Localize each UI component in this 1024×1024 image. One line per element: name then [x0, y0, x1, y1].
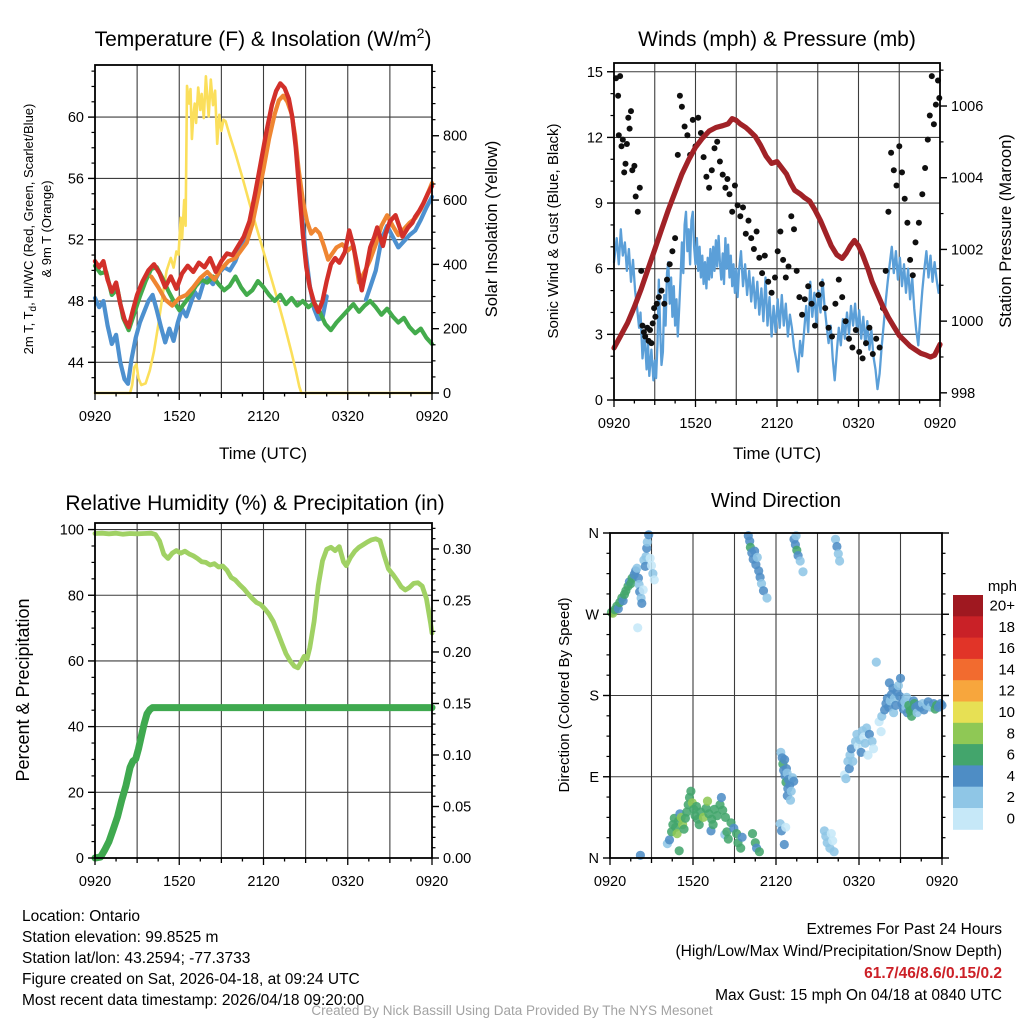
speed-colorbar	[953, 578, 1017, 830]
series-wind-gusts	[613, 73, 942, 361]
x-axis-label: Time (UTC)	[218, 444, 308, 463]
y-tick-label: 12	[586, 130, 603, 147]
y-tick-label-right: 0.30	[443, 541, 472, 558]
x-tick-label: 0920	[415, 409, 449, 425]
x-tick-label: 1520	[163, 874, 196, 890]
y-tick-label-right: 1004	[951, 170, 984, 187]
credit-line: Created By Nick Bassill Using Data Provided By The NYS Mesonet	[311, 1003, 713, 1018]
x-axis-label: Time (UTC)	[732, 444, 822, 463]
y-tick-label: 15	[586, 64, 603, 81]
y-tick-label-right: 0.15	[443, 696, 472, 713]
x-tick-label: 0920	[415, 874, 449, 890]
y-tick-label: N	[588, 526, 599, 542]
colorbar-label: 8	[1006, 725, 1015, 743]
colorbar-label: 18	[998, 618, 1015, 636]
x-tick-label: 0320	[842, 416, 875, 432]
x-tick-label: 0920	[78, 409, 112, 425]
y-axis-label-left: Percent & Precipitation	[13, 598, 33, 782]
y-tick-label: 60	[67, 110, 84, 127]
y-tick-label-right: 800	[443, 128, 468, 145]
colorbar-label: 16	[998, 640, 1015, 658]
y-tick-label-right: 1000	[951, 314, 984, 331]
winds-pressure-chart	[512, 0, 1024, 472]
extremes-subtitle: (High/Low/Max Wind/Precipitation/Snow Depth)	[675, 943, 1002, 960]
wind-direction-chart	[512, 480, 1024, 914]
x-tick-label: 2120	[247, 409, 280, 425]
x-tick-label: 0920	[597, 416, 631, 432]
y-axis-label-left: 2m T, $T_d$, HI/WC (Red, Green, Scarlet/Blue)	[21, 103, 39, 355]
colorbar-label: 6	[1006, 746, 1015, 764]
y-tick-label: 40	[67, 719, 84, 736]
station-elevation: Station elevation: 99.8525 m	[22, 929, 219, 946]
y-tick-label-right: 0	[443, 386, 452, 402]
y-tick-label: 6	[594, 261, 603, 278]
data-timestamp: Most recent data timestamp: 2026/04/18 09:20:00	[22, 992, 365, 1009]
colorbar-label: 2	[1006, 789, 1015, 807]
x-tick-label: 0320	[331, 874, 364, 890]
x-tick-label: 0920	[923, 416, 957, 432]
chart-title: Wind Direction	[710, 490, 842, 512]
y-tick-label: 20	[67, 785, 84, 802]
humidity-precipitation-chart	[0, 480, 512, 914]
extremes-title: Extremes For Past 24 Hours	[806, 921, 1002, 938]
extremes-info	[676, 919, 1003, 1007]
chart-title: Winds (mph) & Pressure (mb)	[638, 28, 916, 51]
y-tick-label: S	[589, 688, 599, 705]
y-tick-label: 44	[67, 355, 84, 372]
y-axis-label-right: Solar Insolation (Yellow)	[483, 140, 501, 318]
y-tick-label-right: 0.25	[443, 593, 472, 610]
x-tick-label: 0920	[78, 874, 112, 890]
x-tick-label: 1520	[679, 416, 712, 432]
y-tick-label: 0	[594, 393, 603, 409]
colorbar-label: 14	[998, 661, 1015, 679]
y-tick-label-right: 998	[951, 385, 976, 402]
y-tick-label: 52	[67, 232, 84, 249]
temperature-insolation-chart	[0, 0, 512, 472]
y-tick-label-right: 1006	[951, 99, 984, 116]
station-latlon: Station lat/lon: 43.2594; -77.3733	[22, 950, 251, 967]
colorbar-label: 0	[1006, 810, 1015, 828]
x-tick-label: 2120	[760, 416, 794, 432]
x-tick-label: 0320	[842, 874, 876, 890]
max-gust: Max Gust: 15 mph On 04/18 at 0840 UTC	[715, 987, 1002, 1004]
y-tick-label-right: 200	[443, 321, 468, 338]
y-axis-label-right: Station Pressure (Maroon)	[997, 134, 1015, 328]
y-tick-label: 0	[75, 851, 84, 867]
y-tick-label: 3	[594, 327, 603, 344]
chart-title: Relative Humidity (%) & Precipitation (in)	[65, 492, 445, 515]
chart-title: Temperature (F) & Insolation $(W/m^2)$	[94, 25, 432, 51]
x-tick-label: 0920	[593, 874, 627, 890]
colorbar-title: mph	[987, 578, 1017, 595]
y-axis-label-left-2: & 9m T (Orange)	[39, 180, 54, 278]
x-tick-label: 2120	[247, 874, 280, 890]
y-tick-label-right: 400	[443, 257, 468, 274]
y-tick-label: 48	[67, 294, 84, 311]
figure-created: Figure created on Sat, 2026-04-18, at 09:24 UTC	[22, 971, 360, 988]
station-location: Location: Ontario	[22, 908, 141, 925]
x-tick-label: 0920	[925, 874, 959, 890]
y-tick-label: 100	[59, 522, 84, 539]
x-tick-label: 1520	[163, 409, 196, 425]
y-axis-label-left: Sonic Wind & Gust (Blue, Black)	[545, 123, 562, 339]
x-tick-label: 0320	[331, 409, 364, 425]
y-tick-label: N	[588, 851, 599, 867]
y-axis-label-left: Direction (Colored By Speed)	[556, 597, 573, 793]
x-tick-label: 1520	[676, 874, 710, 890]
y-tick-label-right: 0.20	[443, 644, 472, 661]
y-tick-label-right: 0.05	[443, 799, 472, 816]
x-tick-label: 2120	[759, 874, 793, 890]
y-tick-label: 9	[594, 196, 603, 213]
y-tick-label-right: 0.00	[443, 851, 472, 867]
extremes-values: 61.7/46/8.6/0.15/0.2	[864, 965, 1002, 982]
colorbar-label: 20+	[989, 597, 1015, 615]
y-tick-label-right: 1002	[951, 242, 984, 259]
y-tick-label: 60	[67, 653, 84, 670]
y-tick-label: 56	[67, 171, 84, 188]
colorbar-label: 4	[1006, 767, 1015, 785]
y-tick-label: W	[585, 607, 599, 624]
y-tick-label: E	[589, 769, 599, 786]
colorbar-label: 10	[998, 704, 1015, 721]
station-info	[22, 906, 364, 1011]
y-tick-label-right: 600	[443, 193, 468, 210]
y-tick-label-right: 0.10	[443, 747, 472, 764]
colorbar-label: 12	[998, 682, 1015, 700]
y-tick-label: 80	[67, 588, 84, 605]
